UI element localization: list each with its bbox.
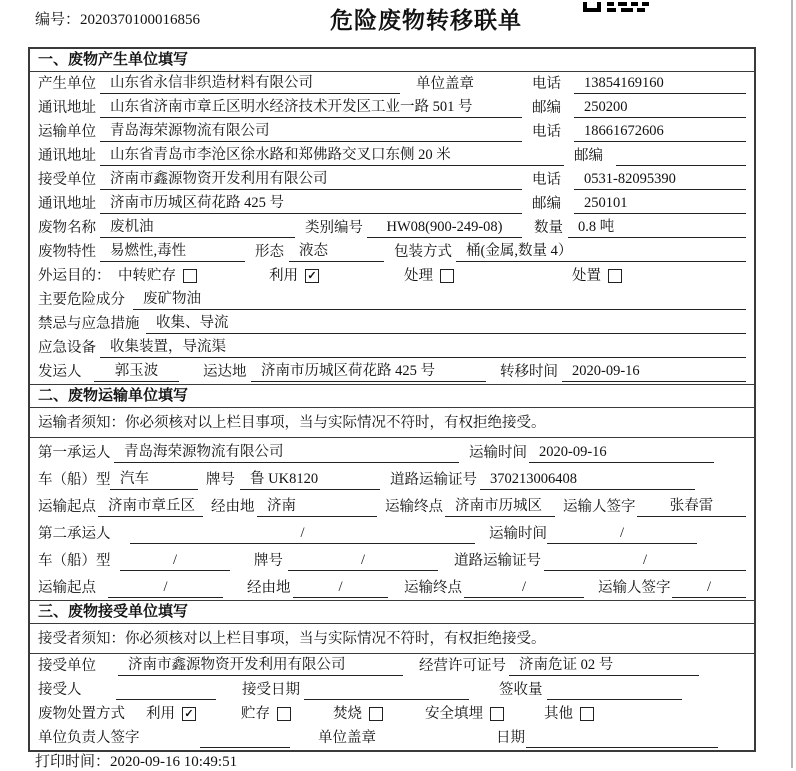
field-value: / bbox=[547, 524, 697, 544]
print-time-value: 2020-09-16 10:49:51 bbox=[110, 754, 238, 770]
field-value: / bbox=[672, 578, 746, 598]
field-label: 邮编 bbox=[532, 100, 561, 116]
field-value: 0531-82095390 bbox=[574, 170, 746, 190]
checkbox-empty-icon bbox=[608, 269, 622, 283]
field-label: 日期 bbox=[496, 730, 525, 746]
field-value: 废矿物油 bbox=[133, 290, 746, 310]
form-row bbox=[30, 654, 754, 678]
field-label: 单位负责人签字 bbox=[38, 730, 140, 746]
form-row bbox=[30, 288, 754, 312]
page-edge-line bbox=[791, 0, 793, 768]
field-value: 18661672606 bbox=[574, 122, 746, 142]
checkbox-empty-icon bbox=[580, 707, 594, 721]
checkbox-checked-icon: ✓ bbox=[305, 269, 319, 283]
field-label: 第一承运人 bbox=[38, 445, 111, 461]
field-value: / bbox=[544, 551, 746, 571]
field-value: 济南市历城区荷花路 425 号 bbox=[251, 362, 486, 382]
checkbox-label: 焚烧 bbox=[333, 706, 362, 722]
document-serial bbox=[35, 8, 200, 29]
field-value: 0.8 吨 bbox=[568, 218, 746, 238]
document-title: 危险废物转移联单 bbox=[330, 8, 522, 33]
form-row bbox=[30, 360, 754, 384]
checkbox-item bbox=[241, 705, 291, 724]
static-text: 单位盖章 bbox=[416, 76, 474, 92]
checkbox-item bbox=[404, 267, 454, 286]
field-label: 运输终点 bbox=[404, 580, 462, 596]
form-row bbox=[30, 192, 754, 216]
field-label: 运输单位 bbox=[38, 124, 96, 140]
section-note: 运输者须知：你必须核对以上栏目事项，当与实际情况不符时，有权拒绝接受。 bbox=[30, 408, 754, 438]
checkbox-item bbox=[544, 705, 594, 724]
field-value: 2020-09-16 bbox=[529, 443, 714, 463]
form-section bbox=[30, 384, 754, 600]
field-label: 车（船）型 bbox=[38, 553, 111, 569]
field-label: 接受人 bbox=[38, 682, 82, 698]
serial-label: 编号： bbox=[35, 12, 81, 28]
field-value: 青岛海荣源物流有限公司 bbox=[114, 443, 459, 463]
field-label: 转移时间 bbox=[500, 364, 558, 380]
form-row bbox=[30, 546, 754, 573]
field-value: 山东省永信非织造材料有限公司 bbox=[100, 74, 400, 94]
field-label: 废物特性 bbox=[38, 244, 96, 260]
section-header: 一、废物产生单位填写 bbox=[30, 49, 754, 72]
field-value: 桶(金属,数量 4） bbox=[456, 242, 746, 262]
field-value: 青岛海荣源物流有限公司 bbox=[100, 122, 522, 142]
form-row bbox=[30, 678, 754, 702]
field-value: 废机油 bbox=[100, 218, 295, 238]
field-value: / bbox=[108, 578, 223, 598]
field-label: 运输起点 bbox=[38, 580, 96, 596]
checkbox-label: 中转贮存 bbox=[118, 268, 176, 284]
field-label: 数量 bbox=[534, 220, 563, 236]
form-row bbox=[30, 216, 754, 240]
field-value: 液态 bbox=[289, 242, 384, 262]
field-label: 产生单位 bbox=[38, 76, 96, 92]
field-value: 济南市章丘区 bbox=[98, 497, 203, 517]
form-row bbox=[30, 438, 754, 465]
section-note: 接受者须知：你必须核对以上栏目事项，当与实际情况不符时，有权拒绝接受。 bbox=[30, 624, 754, 654]
form-row bbox=[30, 264, 754, 288]
field-value: 易燃性,毒性 bbox=[100, 242, 245, 262]
field-value: 济南市历城区 bbox=[445, 497, 555, 517]
checkbox-empty-icon bbox=[277, 707, 291, 721]
field-value: 370213006408 bbox=[480, 470, 695, 490]
field-value: 汽车 bbox=[110, 470, 198, 490]
field-label: 发运人 bbox=[38, 364, 82, 380]
field-value: 济南市鑫源物资开发利用有限公司 bbox=[118, 656, 403, 676]
form-table bbox=[28, 47, 756, 752]
field-label: 签收量 bbox=[499, 682, 543, 698]
form-row bbox=[30, 492, 754, 519]
field-value: 张春雷 bbox=[637, 497, 746, 517]
form-row bbox=[30, 519, 754, 546]
checkbox-empty-icon bbox=[183, 269, 197, 283]
field-label: 车（船）型 bbox=[38, 472, 111, 488]
form-row bbox=[30, 120, 754, 144]
field-label: 第二承运人 bbox=[38, 526, 111, 542]
field-value bbox=[304, 699, 469, 700]
field-value: / bbox=[293, 578, 388, 598]
checkbox-label: 利用 bbox=[269, 268, 298, 284]
field-value bbox=[526, 747, 718, 748]
form-row bbox=[30, 702, 754, 726]
field-label: 废物名称 bbox=[38, 220, 96, 236]
field-value: HW08(900-249-08) bbox=[367, 218, 522, 238]
field-value bbox=[547, 699, 682, 700]
field-value: 收集装置，导流渠 bbox=[100, 338, 746, 358]
field-value: 济南市历城区荷花路 425 号 bbox=[100, 194, 522, 214]
field-label: 应急设备 bbox=[38, 340, 96, 356]
field-label: 运输人签字 bbox=[563, 499, 636, 515]
checkbox-checked-icon: ✓ bbox=[182, 707, 196, 721]
field-value: 收集、导流 bbox=[146, 314, 746, 334]
field-value: 250101 bbox=[574, 194, 746, 214]
field-label: 邮编 bbox=[574, 148, 603, 164]
checkbox-item bbox=[118, 267, 197, 286]
print-time-label: 打印时间： bbox=[35, 754, 111, 770]
checkbox-item bbox=[333, 705, 383, 724]
field-label: 运输终点 bbox=[385, 499, 443, 515]
form-row bbox=[30, 726, 754, 750]
field-value: 13854169160 bbox=[574, 74, 746, 94]
checkbox-item bbox=[146, 705, 196, 724]
field-label: 通讯地址 bbox=[38, 196, 96, 212]
checkbox-label: 处理 bbox=[404, 268, 433, 284]
field-value: 郭玉波 bbox=[94, 362, 179, 382]
field-value bbox=[616, 165, 746, 166]
field-label: 经由地 bbox=[247, 580, 291, 596]
field-label: 形态 bbox=[255, 244, 284, 260]
checkbox-empty-icon bbox=[440, 269, 454, 283]
field-label: 通讯地址 bbox=[38, 100, 96, 116]
checkbox-label: 安全填埋 bbox=[425, 706, 483, 722]
checkbox-item bbox=[425, 705, 504, 724]
section-header: 三、废物接受单位填写 bbox=[30, 601, 754, 624]
field-label: 禁忌与应急措施 bbox=[38, 316, 140, 332]
field-label: 牌号 bbox=[254, 553, 283, 569]
field-label: 电话 bbox=[532, 172, 561, 188]
field-value: 济南危证 02 号 bbox=[509, 656, 699, 676]
section-header: 二、废物运输单位填写 bbox=[30, 385, 754, 408]
field-label: 接受单位 bbox=[38, 172, 96, 188]
form-section bbox=[30, 49, 754, 384]
qr-code-fragment-icon bbox=[583, 0, 649, 18]
field-label: 邮编 bbox=[532, 196, 561, 212]
field-value: / bbox=[130, 524, 475, 544]
form-row bbox=[30, 240, 754, 264]
serial-number: 2020370100016856 bbox=[80, 12, 201, 28]
form-row bbox=[30, 144, 754, 168]
field-label: 废物处置方式 bbox=[38, 706, 125, 722]
static-text: 单位盖章 bbox=[318, 730, 376, 746]
checkbox-label: 利用 bbox=[146, 706, 175, 722]
field-value bbox=[200, 747, 290, 748]
checkbox-empty-icon bbox=[490, 707, 504, 721]
form-row bbox=[30, 465, 754, 492]
form-row bbox=[30, 72, 754, 96]
field-label: 运输时间 bbox=[489, 526, 547, 542]
field-label: 经由地 bbox=[211, 499, 255, 515]
field-label: 包装方式 bbox=[394, 244, 452, 260]
checkbox-empty-icon bbox=[369, 707, 383, 721]
field-value: 2020-09-16 bbox=[562, 362, 746, 382]
form-row bbox=[30, 336, 754, 360]
field-label: 主要危险成分 bbox=[38, 292, 125, 308]
field-value: / bbox=[288, 551, 438, 571]
field-label: 经营许可证号 bbox=[419, 658, 506, 674]
field-label: 类别编号 bbox=[305, 220, 363, 236]
field-value: 250200 bbox=[574, 98, 746, 118]
field-value: / bbox=[120, 551, 230, 571]
field-value bbox=[116, 699, 216, 700]
field-label: 运输人签字 bbox=[598, 580, 671, 596]
form-row bbox=[30, 312, 754, 336]
field-label: 外运目的： bbox=[38, 268, 111, 284]
field-value: / bbox=[464, 578, 584, 598]
field-value: 济南市鑫源物资开发利用有限公司 bbox=[100, 170, 522, 190]
form-row bbox=[30, 96, 754, 120]
field-label: 电话 bbox=[532, 124, 561, 140]
form-row bbox=[30, 573, 754, 600]
field-value: 济南 bbox=[257, 497, 377, 517]
checkbox-item bbox=[269, 267, 319, 286]
field-label: 牌号 bbox=[206, 472, 235, 488]
field-label: 通讯地址 bbox=[38, 148, 96, 164]
field-value: 鲁 UK8120 bbox=[240, 470, 380, 490]
field-label: 道路运输证号 bbox=[454, 553, 541, 569]
field-label: 接受单位 bbox=[38, 658, 96, 674]
field-label: 道路运输证号 bbox=[390, 472, 477, 488]
checkbox-label: 其他 bbox=[544, 706, 573, 722]
checkbox-label: 处置 bbox=[572, 268, 601, 284]
field-value: 山东省济南市章丘区明水经济技术开发区工业一路 501 号 bbox=[100, 98, 522, 118]
form-section bbox=[30, 600, 754, 750]
checkbox-item bbox=[572, 267, 622, 286]
field-label: 接受日期 bbox=[242, 682, 300, 698]
field-label: 运输起点 bbox=[38, 499, 96, 515]
field-label: 电话 bbox=[532, 76, 561, 92]
field-label: 运达地 bbox=[203, 364, 247, 380]
field-value: 山东省青岛市李沧区徐水路和郑佛路交叉口东侧 20 米 bbox=[100, 146, 564, 166]
field-label: 运输时间 bbox=[469, 445, 527, 461]
checkbox-label: 贮存 bbox=[241, 706, 270, 722]
form-row bbox=[30, 168, 754, 192]
